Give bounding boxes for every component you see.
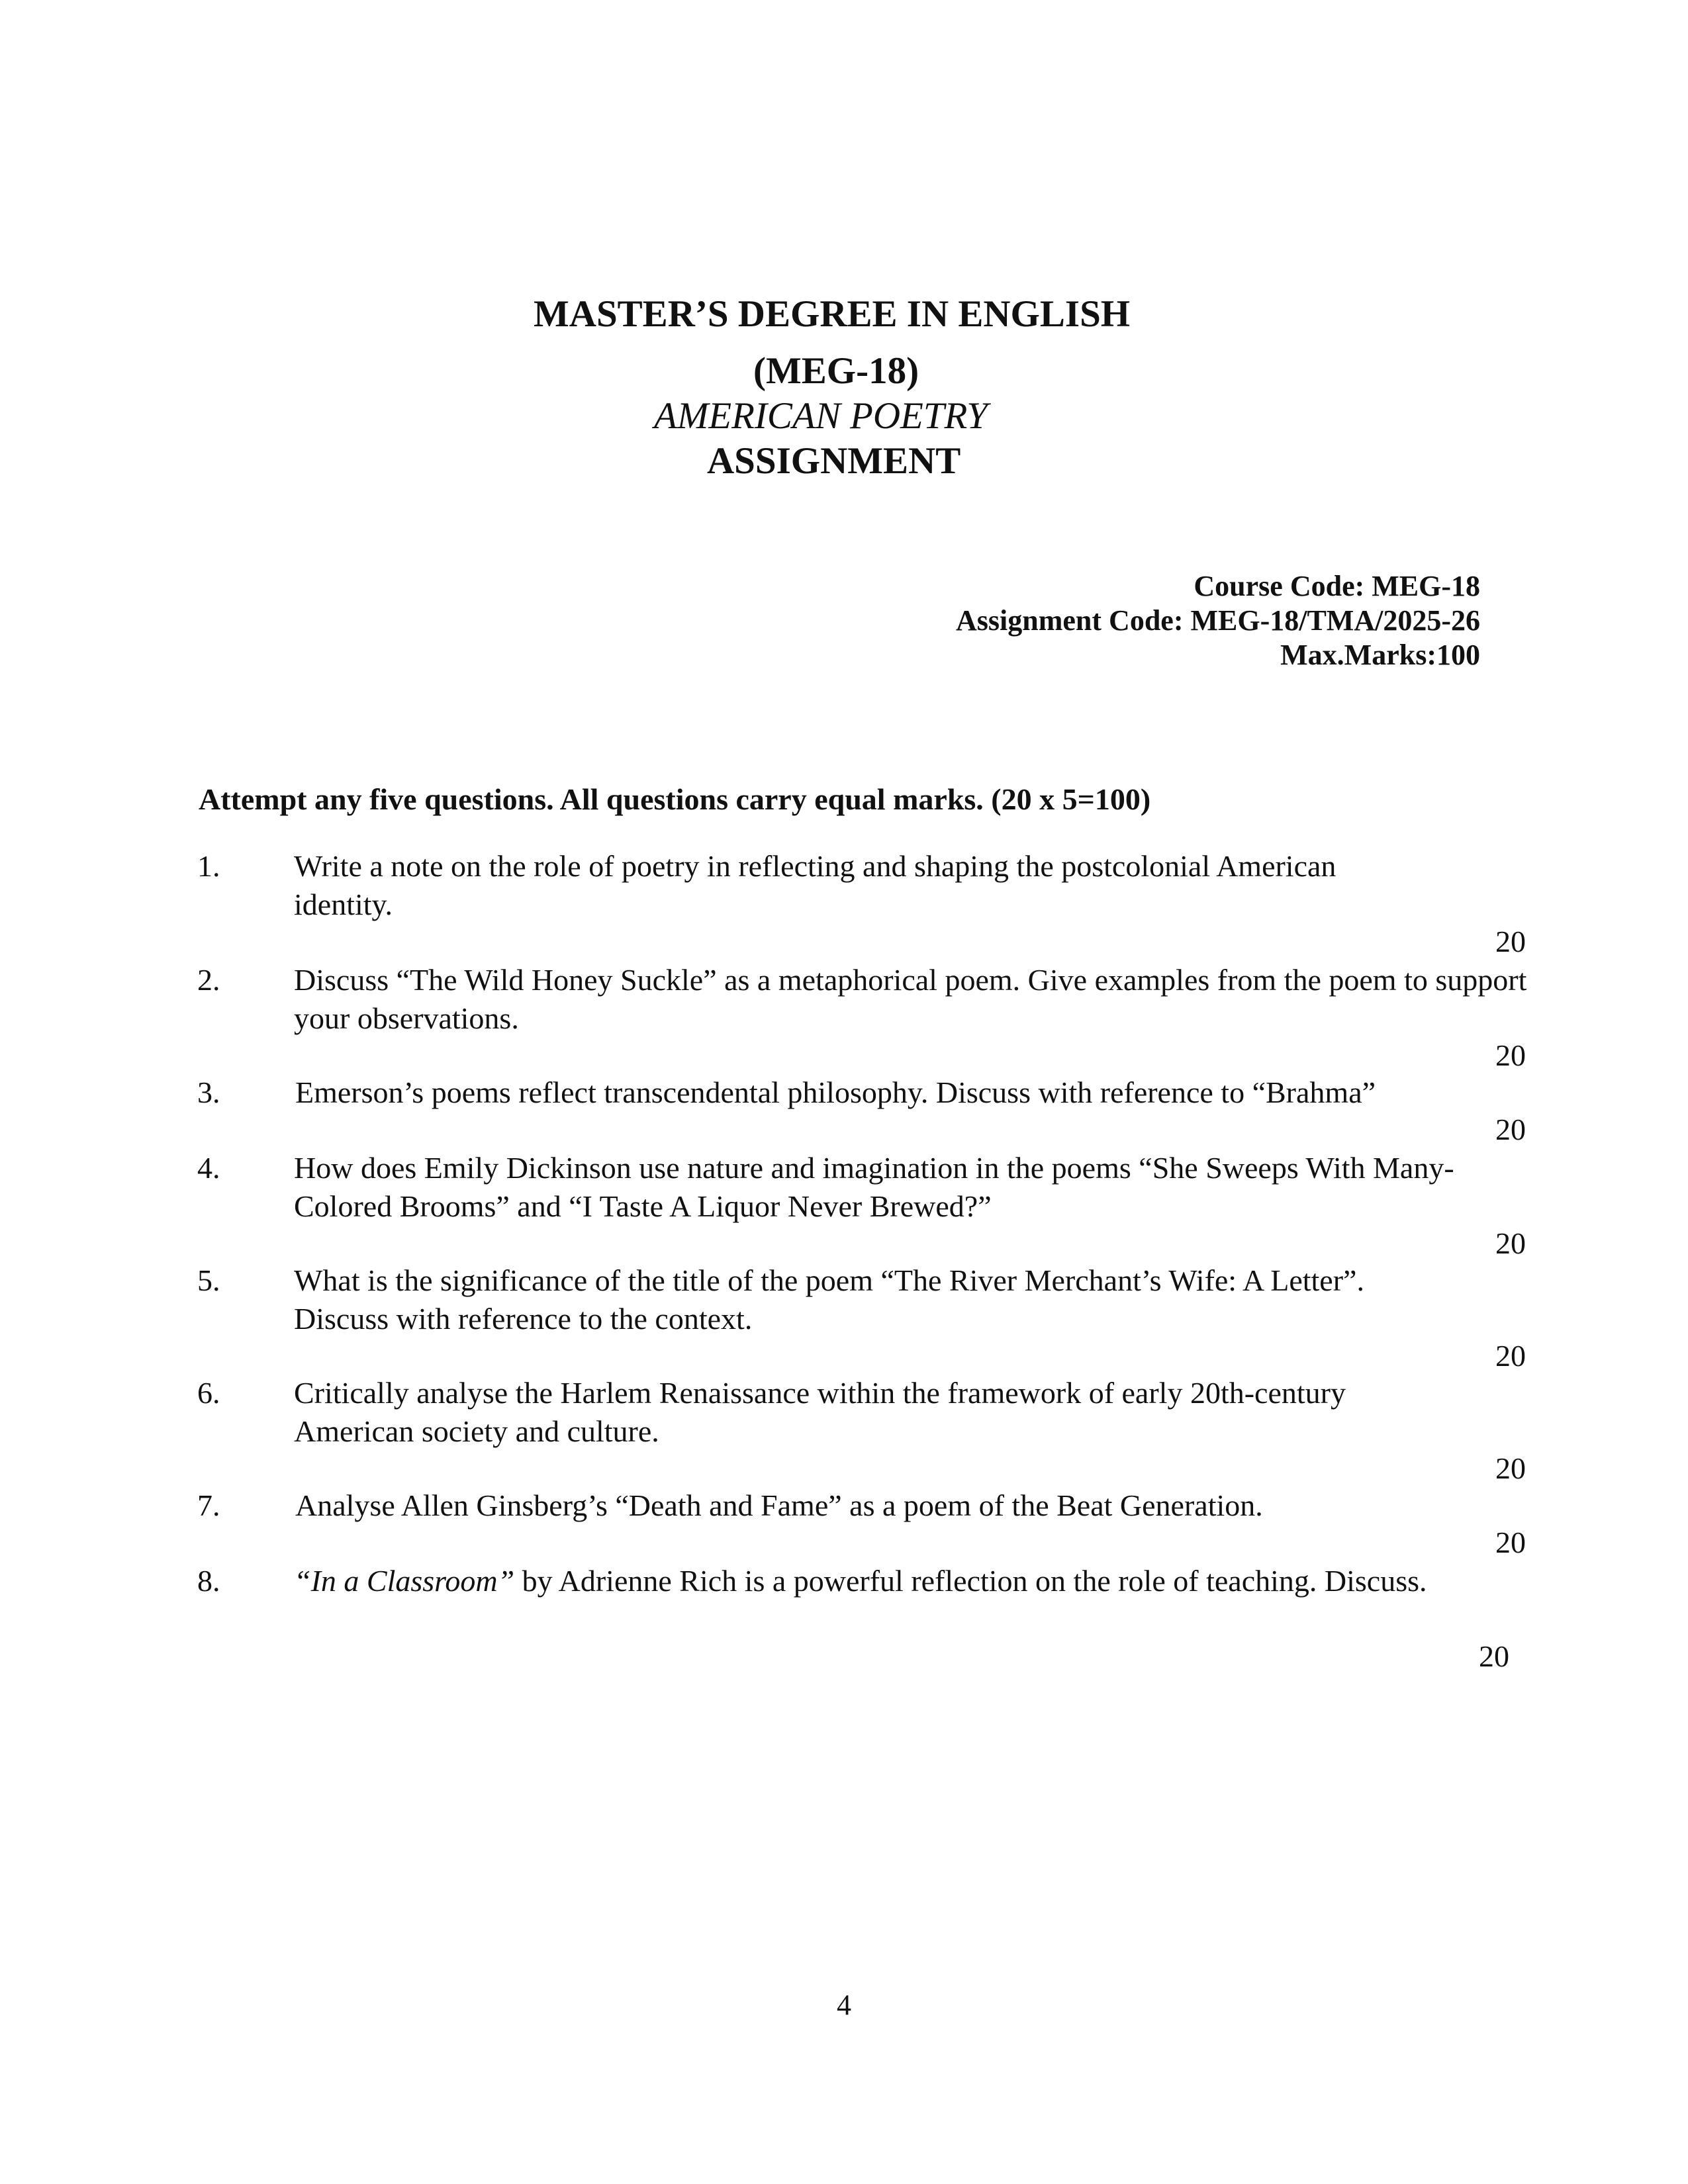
question-text: What is the significance of the title of the poem “The River Merchant’s Wife: A Letter”. Discuss with reference to the context. <box>294 1263 1364 1336</box>
question-marks: 20 <box>1495 1113 1526 1146</box>
document-type-title: ASSIGNMENT <box>707 440 961 482</box>
question-number: 1. <box>197 849 220 883</box>
subject-title: AMERICAN POETRY <box>654 395 988 437</box>
question-number: 3. <box>197 1075 220 1109</box>
question-marks: 20 <box>1495 1339 1526 1373</box>
question-marks: 20 <box>1495 925 1526 958</box>
max-marks: Max.Marks:100 <box>1280 639 1480 671</box>
degree-title: MASTER’S DEGREE IN ENGLISH <box>534 293 1131 335</box>
question-marks: 20 <box>1495 1226 1526 1260</box>
question-body: by Adrienne Rich is a powerful reflection on the role of teaching. Discuss. <box>514 1564 1427 1598</box>
question-marks: 20 <box>1495 1038 1526 1072</box>
assignment-code: Assignment Code: MEG-18/TMA/2025-26 <box>956 604 1480 637</box>
question-number: 8. <box>197 1564 220 1598</box>
question-marks: 20 <box>1495 1525 1526 1559</box>
question-number: 2. <box>197 963 220 997</box>
question-text: Write a note on the role of poetry in reflecting and shaping the postcolonial American identity. <box>294 849 1336 921</box>
question-number: 6. <box>197 1376 220 1410</box>
question-text: Emerson’s poems reflect transcendental philosophy. Discuss with reference to “Brahma” <box>295 1075 1376 1109</box>
poem-title: “In a Classroom” <box>294 1564 515 1598</box>
course-code-title: (MEG-18) <box>753 350 919 392</box>
question-number: 7. <box>197 1488 220 1522</box>
question-text: Critically analyse the Harlem Renaissance within the framework of early 20th-century American society and culture. <box>294 1376 1346 1448</box>
question-text: Discuss “The Wild Honey Suckle” as a metaphorical poem. Give examples from the poem to support your observations. <box>294 963 1527 1035</box>
question-text: How does Emily Dickinson use nature and imagination in the poems “She Sweeps With Many-Colored Brooms” and “I Taste A Liquor Never Brewed?” <box>294 1151 1454 1223</box>
course-code: Course Code: MEG-18 <box>1194 570 1480 602</box>
question-number: 5. <box>197 1263 220 1297</box>
question-number: 4. <box>197 1151 220 1185</box>
question-marks: 20 <box>1495 1451 1526 1485</box>
assignment-meta <box>956 569 1480 672</box>
page-number: 4 <box>837 1989 851 2021</box>
question-text <box>294 1562 1459 1600</box>
question-marks: 20 <box>1479 1639 1509 1673</box>
question-text: Analyse Allen Ginsberg’s “Death and Fame” as a poem of the Beat Generation. <box>295 1488 1263 1522</box>
instructions: Attempt any five questions. All questions carry equal marks. (20 x 5=100) <box>199 782 1151 816</box>
